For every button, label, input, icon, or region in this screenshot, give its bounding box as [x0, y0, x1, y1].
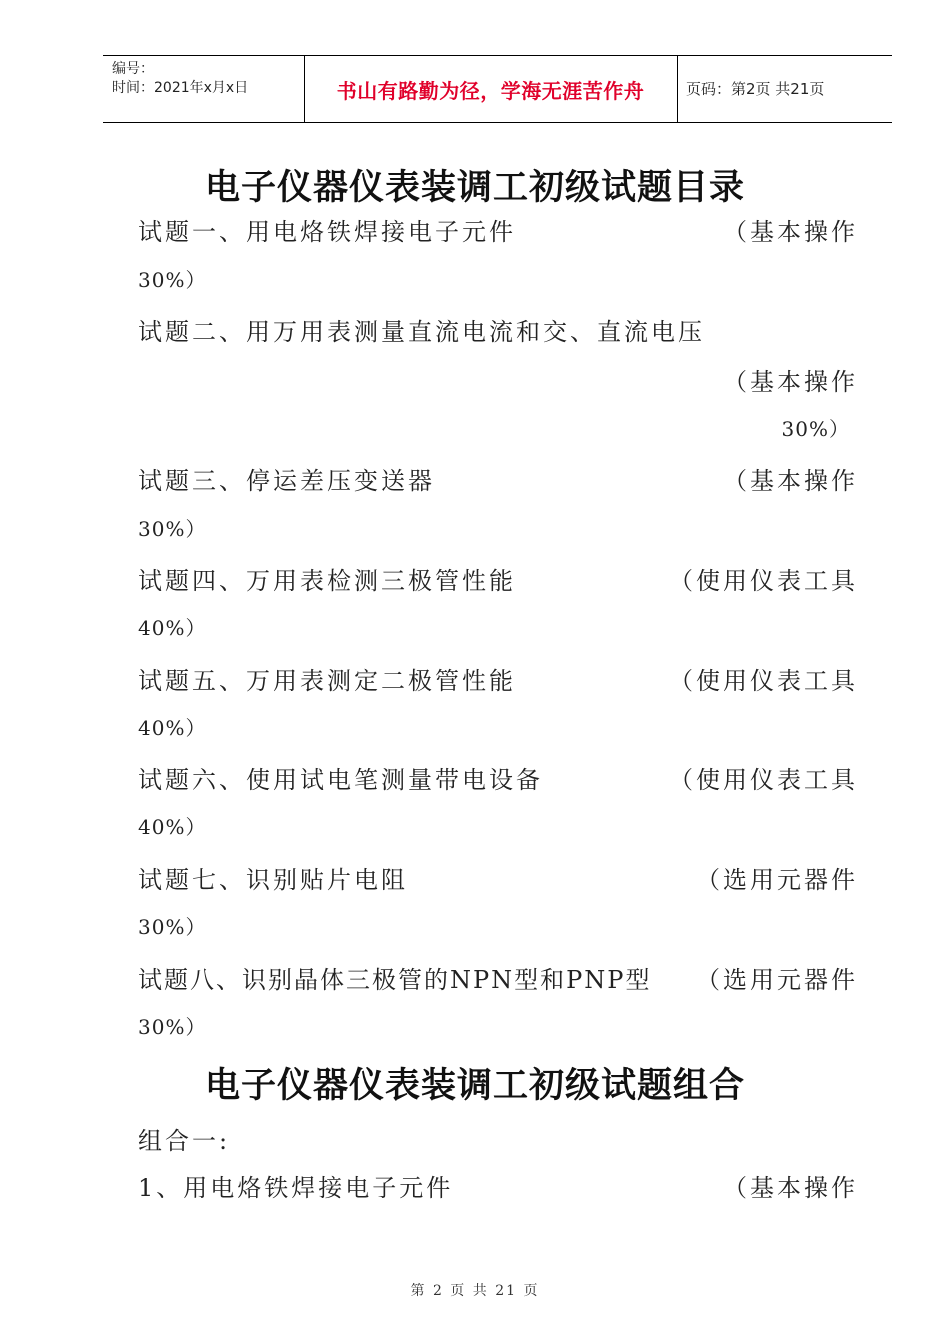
catalog-title: 电子仪器仪表装调工初级试题目录: [204, 168, 745, 208]
catalog-item-percent: 30%）: [138, 268, 207, 292]
catalog-item-name: 试题八、识别晶体三极管的NPN型和PNP型: [138, 966, 652, 994]
combination-item-category: （基本操作: [723, 1174, 858, 1202]
catalog-item-category: （使用仪表工具: [669, 567, 858, 595]
catalog-item-category: （基本操作: [723, 368, 858, 396]
catalog-item-name: 试题三、停运差压变送器: [138, 467, 435, 495]
combination-title: 电子仪器仪表装调工初级试题组合: [204, 1066, 745, 1106]
combination-item-name: 1、用电烙铁焊接电子元件: [138, 1174, 454, 1202]
header-bottom-rule: [103, 122, 892, 123]
catalog-item-percent: 30%）: [138, 517, 207, 541]
catalog-item-name: 试题五、万用表测定二极管性能: [138, 667, 516, 695]
header-top-rule: [103, 55, 892, 56]
catalog-item-category: （使用仪表工具: [669, 766, 858, 794]
document-number-label: 编号：: [112, 61, 154, 77]
page-footer: 第 2 页 共 21 页: [410, 1283, 540, 1299]
catalog-item-category: （选用元器件: [696, 866, 858, 894]
catalog-item-category: （基本操作: [723, 218, 858, 246]
catalog-item-name: 试题一、用电烙铁焊接电子元件: [138, 218, 516, 246]
header-page-info: 页码：第2页 共21页: [686, 80, 825, 98]
catalog-item-percent: 30%）: [138, 915, 207, 939]
header-divider-2: [677, 55, 678, 122]
catalog-item-name: 试题六、使用试电笔测量带电设备: [138, 766, 543, 794]
catalog-item-percent: 30%）: [138, 1015, 207, 1039]
header-motto: 书山有路勤为径，学海无涯苦作舟: [336, 79, 645, 103]
catalog-item-category: （选用元器件: [696, 966, 858, 994]
catalog-item-percent: 30%）: [781, 417, 850, 441]
catalog-item-category: （使用仪表工具: [669, 667, 858, 695]
document-time-label: 时间：2021年x月x日: [112, 80, 249, 96]
catalog-item-percent: 40%）: [138, 616, 207, 640]
catalog-item-name: 试题四、万用表检测三极管性能: [138, 567, 516, 595]
catalog-item-name: 试题七、识别贴片电阻: [138, 866, 408, 894]
catalog-item-percent: 40%）: [138, 815, 207, 839]
catalog-item-category: （基本操作: [723, 467, 858, 495]
catalog-item-name: 试题二、用万用表测量直流电流和交、直流电压: [138, 318, 705, 346]
catalog-item-percent: 40%）: [138, 716, 207, 740]
combination-group-label: 组合一:: [138, 1127, 231, 1155]
